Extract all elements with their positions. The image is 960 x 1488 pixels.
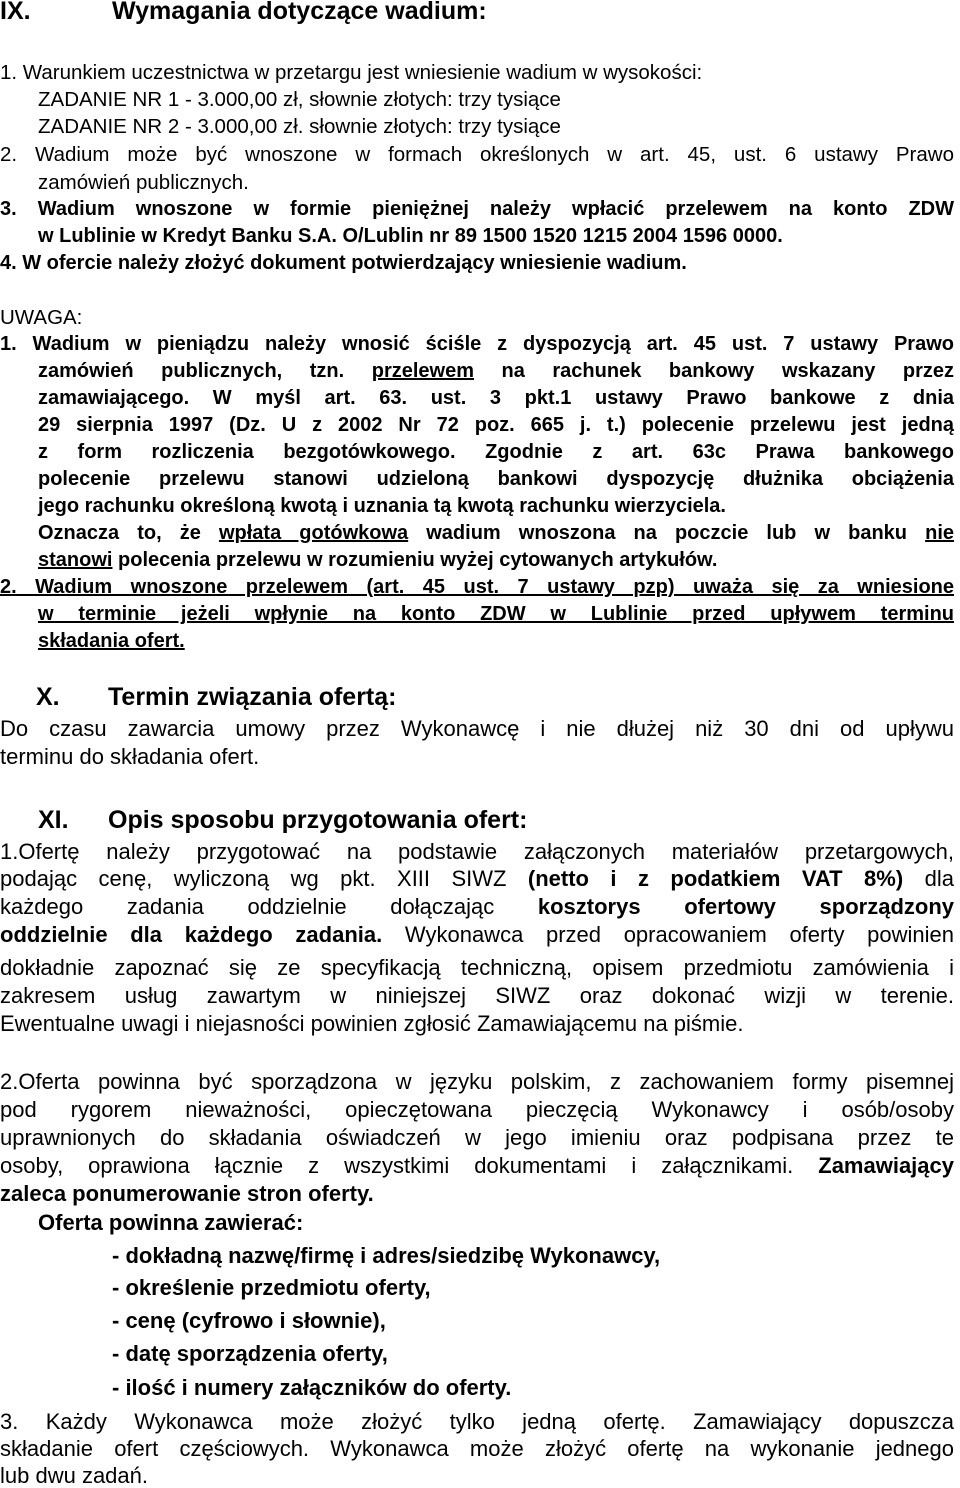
- underlined-text: wpłata gotówkowa: [218, 522, 409, 544]
- xi-p2-line3: uprawnionych do składania oświadczeń w jego imieniu oraz podpisana przez te: [0, 1125, 954, 1150]
- xi-contents-item: - cenę (cyfrowo i słownie),: [112, 1308, 386, 1333]
- section-xi-heading: [0, 806, 960, 835]
- section-title: Opis sposobu przygotowania ofert:: [108, 806, 528, 834]
- section-x-heading: [0, 683, 960, 712]
- ix-item-3-cont: w Lublinie w Kredyt Banku S.A. O/Lublin nr 89 1500 1520 1215 2004 1596 0000.: [38, 225, 783, 247]
- section-number: XI.: [38, 806, 69, 834]
- uwaga-p1-line1: 1. Wadium w pieniądzu należy wnosić ściśle z dyspozycją art. 45 ust. 7 ustawy Prawo: [0, 333, 954, 355]
- text: osoby, oprawiona łącznie z wszystkimi dokumentami i załącznikami.: [0, 1153, 819, 1178]
- xi-p1-line6: zakresem usług zawartym w niniejszej SIWZ oraz dokonać wizji w terenie.: [0, 983, 954, 1008]
- xi-contents-item: - ilość i numery załączników do oferty.: [112, 1375, 512, 1400]
- text: dla: [903, 866, 954, 891]
- section-title: Wymagania dotyczące wadium:: [112, 0, 487, 25]
- uwaga-p1-oznacza-cont: [38, 549, 960, 572]
- section-title: Termin związania ofertą:: [108, 683, 397, 711]
- uwaga-p1-line6: polecenie przelewu stanowi udzieloną bankowi dyspozycję dłużnika obciążenia: [38, 468, 954, 490]
- text: każdego zadania oddzielnie dołączając: [0, 894, 538, 919]
- xi-p3-line1: 3. Każdy Wykonawca może złożyć tylko jedną ofertę. Zamawiający dopuszcza: [0, 1409, 954, 1434]
- section-x-line1: Do czasu zawarcia umowy przez Wykonawcę i nie dłużej niż 30 dni od upływu: [0, 716, 954, 741]
- text: polecenia przelewu w rozumieniu wyżej cytowanych artykułów.: [112, 549, 718, 571]
- bold-text: oddzielnie dla każdego zadania.: [0, 922, 383, 947]
- text: na rachunek bankowy wskazany przez: [474, 360, 954, 382]
- xi-p1-line2: [0, 866, 954, 891]
- section-number: X.: [36, 683, 60, 711]
- ix-item-1: 1. Warunkiem uczestnictwa w przetargu jest wniesienie wadium w wysokości:: [0, 61, 703, 84]
- text: podając cenę, wyliczoną wg pkt. XIII SIWZ: [0, 866, 528, 891]
- uwaga-p1-line3: zamawiającego. W myśl art. 63. ust. 3 pkt.1 ustawy Prawo bankowe z dnia: [38, 387, 954, 409]
- xi-p1-line7: Ewentualne uwagi i niejasności powinien zgłosić Zamawiającemu na piśmie.: [0, 1011, 744, 1036]
- xi-p1-line4: [0, 922, 954, 947]
- section-ix-heading: [0, 0, 960, 26]
- underlined-text: nie: [925, 522, 955, 544]
- ix-item-1-task1: ZADANIE NR 1 - 3.000,00 zł, słownie złotych: trzy tysiące: [38, 88, 561, 111]
- uwaga-label: UWAGA:: [0, 306, 83, 329]
- xi-p2-line2: pod rygorem nieważności, opieczętowana pieczęcią Wykonawcy i osób/osoby: [0, 1097, 954, 1122]
- underlined-text: stanowi: [38, 549, 113, 571]
- xi-contents-item: - określenie przedmiotu oferty,: [112, 1275, 431, 1300]
- xi-p1-line5: dokładnie zapoznać się ze specyfikacją techniczną, opisem przedmiotu zamówienia i: [0, 955, 954, 980]
- underlined-text: przelewem: [371, 360, 474, 382]
- xi-p3-line2: składanie ofert częściowych. Wykonawca może złożyć ofertę na wykonanie jednego: [0, 1436, 954, 1461]
- uwaga-p2-line1: 2. Wadium wnoszone przelewem (art. 45 ust. 7 ustawy pzp) uważa się za wniesione: [0, 576, 954, 598]
- text: Wykonawca przed opracowaniem oferty powinien: [382, 922, 954, 947]
- xi-p2-contents-title: Oferta powinna zawierać:: [38, 1210, 304, 1235]
- section-x-line2: terminu do składania ofert.: [0, 744, 260, 769]
- ix-item-2: 2. Wadium może być wnoszone w formach określonych w art. 45, ust. 6 ustawy Prawo: [0, 143, 954, 166]
- text: Oznacza to, że: [38, 522, 219, 544]
- xi-p2-line1: 2.Oferta powinna być sporządzona w języku polskim, z zachowaniem formy pisemnej: [0, 1069, 954, 1094]
- xi-p2-line5: zaleca ponumerowanie stron oferty.: [0, 1181, 374, 1206]
- text: zamówień publicznych, tzn.: [38, 360, 372, 382]
- uwaga-p1-oznacza: [38, 522, 954, 545]
- xi-contents-item: - datę sporządzenia oferty,: [112, 1341, 388, 1366]
- text: wadium wnoszona na poczcie lub w banku: [408, 522, 926, 544]
- uwaga-p1-line5: z form rozliczenia bezgotówkowego. Zgodnie z art. 63c Prawa bankowego: [38, 441, 954, 463]
- ix-item-1-task2: ZADANIE NR 2 - 3.000,00 zł. słownie złotych: trzy tysiące: [38, 115, 561, 138]
- xi-p3-line3: lub dwu zadań.: [0, 1463, 148, 1488]
- ix-item-3: 3. Wadium wnoszone w formie pieniężnej należy wpłacić przelewem na konto ZDW: [0, 198, 954, 220]
- section-number: IX.: [0, 0, 31, 25]
- uwaga-p1-line2: [38, 360, 954, 383]
- uwaga-p2-line2: w terminie jeżeli wpłynie na konto ZDW w Lublinie przed upływem terminu: [38, 603, 954, 625]
- uwaga-p1-line4: 29 sierpnia 1997 (Dz. U z 2002 Nr 72 poz. 665 j. t.) polecenie przelewu jest jedną: [38, 414, 954, 436]
- xi-p1-line1: 1.Ofertę należy przygotować na podstawie załączonych materiałów przetargowych,: [0, 839, 954, 864]
- xi-p1-line3: [0, 894, 954, 919]
- uwaga-p1-line7: jego rachunku określoną kwotą i uznania tą kwotą rachunku wierzyciela.: [38, 495, 726, 517]
- ix-item-4: 4. W ofercie należy złożyć dokument potwierdzający wniesienie wadium.: [0, 252, 687, 274]
- ix-item-2-cont: zamówień publicznych.: [38, 171, 249, 194]
- bold-text: kosztorys ofertowy sporządzony: [537, 894, 954, 919]
- uwaga-p2-line3: składania ofert.: [38, 630, 185, 652]
- bold-text: (netto i z podatkiem VAT 8%): [527, 866, 904, 891]
- bold-text: Zamawiający: [818, 1153, 954, 1178]
- xi-contents-item: - dokładną nazwę/firmę i adres/siedzibę Wykonawcy,: [112, 1243, 661, 1268]
- xi-p2-line4: [0, 1153, 954, 1178]
